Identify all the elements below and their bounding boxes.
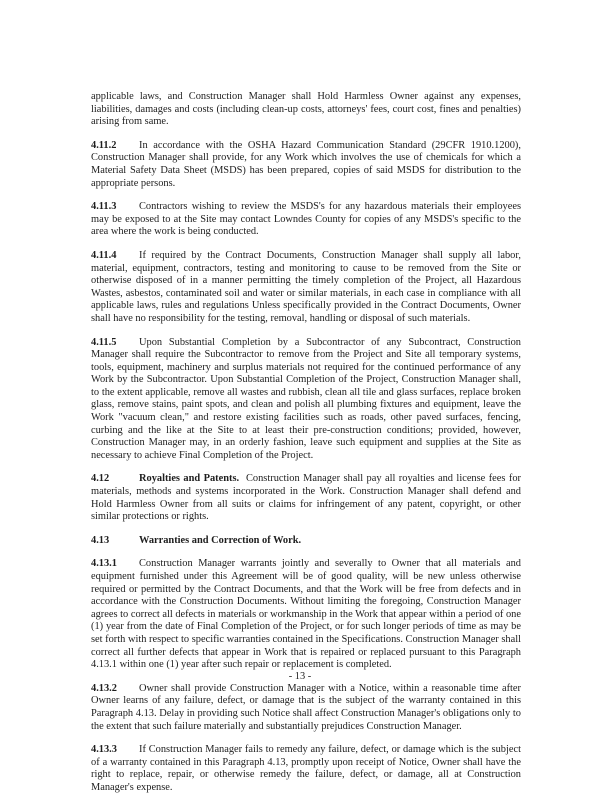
paragraph-4-11-5 (91, 337, 521, 463)
paragraph-4-12 (91, 473, 521, 523)
paragraph-text: In accordance with the OSHA Hazard Communication Standard (29CFR 1910.1200), Construction Manager shall provide, for any Work which involves the use of chemicals for which a Material Safety Data Sheet (MSDS) has been prepared, copies of said MSDS for distribution to the appropriate persons. (91, 139, 521, 189)
paragraph-text: Construction Manager shall pay all royalties and license fees for materials, methods and systems incorporated in the Work. Construction Manager shall defend and Hold Harmless Owner from all suits or claims for infringement of any patent, copyright, or other similar protections or rights. (91, 473, 521, 523)
section-number: 4.11.2 (91, 139, 117, 151)
paragraph-text: applicable laws, and Construction Manager shall Hold Harmless Owner against any expenses, liabilities, damages and costs (including clean-up costs, attorneys' fees, court cost, fines and penalties) arising from same. (91, 91, 521, 128)
section-title: Warranties and Correction of Work. (139, 534, 302, 546)
paragraph-text: Upon Substantial Completion by a Subcontractor of any Subcontract, Construction Manager shall require the Subcontractor to remove from the Project and Site all temporary systems, tools, equipment, machinery and surplus materials not required for the continued performance of any Work by the Subcontractor. Upon Substantial Completion of the Project, Construction Manager shall, to the extent applicable, remove all wastes and rubbish, clean all tile and glass surfaces, replace broken glass, remove stains, paint spots, and clean and polish all plumbing fixtures and equipment, leave the Work "vacuum clean," and restore existing facilities such as roads, other paved surfaces, fencing, curbing and the like at the Site to at least their pre-construction conditions; provided, however, Construction Manager may, in an orderly fashion, leave such equipment and supplies at the Site as necessary to achieve Final Completion of the Project. (91, 336, 521, 461)
section-number: 4.13.3 (91, 744, 117, 756)
heading-4-13 (91, 535, 521, 548)
paragraph-4-13-1 (91, 558, 521, 671)
paragraph-text: If required by the Contract Documents, Construction Manager shall supply all labor, material, equipment, contractors, testing and monitoring to cause to be removed from the Site or otherwise disposed of in a manner permitting the timely completion of the Project, all Hazardous Wastes, asbestos, contaminated soil and water or similar materials, in each case in compliance with all applicable laws, rules and regulations Unless specifically provided in the Contract Documents, Owner shall have no responsibility for the testing, removal, handling or disposal of such materials. (91, 249, 521, 324)
paragraph-text: If Construction Manager fails to remedy any failure, defect, or damage which is the subject of a warranty contained in this Paragraph 4.13, promptly upon receipt of Notice, Owner shall have the right to replace, repair, or otherwise remedy the failure, defect, or damage, all at Construction Manager's expense. (91, 744, 521, 793)
paragraph-4-13-3 (91, 744, 521, 794)
section-number: 4.11.4 (91, 249, 117, 261)
section-number: 4.13.1 (91, 558, 117, 570)
paragraph-text: Contractors wishing to review the MSDS's for any hazardous materials their employees may be exposed to at the Site may contact Lowndes County for copies of any MSDS's specific to the area where the work is being conducted. (91, 201, 521, 238)
paragraph-4-11-2 (91, 140, 521, 190)
section-number: 4.13 (91, 534, 110, 546)
paragraph-text: Construction Manager warrants jointly and severally to Owner that all materials and equipment furnished under this Agreement will be of good quality, will be new unless otherwise required or permitted by the Contract Documents, and that the Work will be free from defects and in accordance with the Construction Documents. Without limiting the foregoing, Construction Manager agrees to correct all defects in materials or workmanship in the Work that appear within a period of one (1) year from the date of Final Completion of the Project, or for such longer periods of time as may be set forth with respect to specific warranties contained in the Specifications. Construction Manager shall correct all further defects that appear in Work that is repaired or replaced pursuant to this Paragraph 4.13.1 within one (1) year after such repair or replacement is completed. (91, 558, 521, 671)
section-number: 4.11.5 (91, 336, 117, 348)
paragraph-text: Owner shall provide Construction Manager with a Notice, within a reasonable time after Owner learns of any failure, defect, or damage that is the subject of the warranty contained in this Paragraph 4.13. Delay in providing such Notice shall affect Construction Manager's obligations only to the extent that such failure materially and substantially prejudices Construction Manager. (91, 682, 521, 732)
paragraph-4-13-2 (91, 683, 521, 733)
paragraph-continuation (91, 91, 521, 129)
paragraph-4-11-4 (91, 250, 521, 326)
section-number: 4.12 (91, 473, 110, 485)
section-title: Royalties and Patents. (139, 473, 240, 485)
section-number: 4.13.2 (91, 682, 117, 694)
section-number: 4.11.3 (91, 201, 117, 213)
document-page (91, 91, 521, 806)
paragraph-4-11-3 (91, 201, 521, 239)
page-number: - 13 - (288, 671, 312, 682)
